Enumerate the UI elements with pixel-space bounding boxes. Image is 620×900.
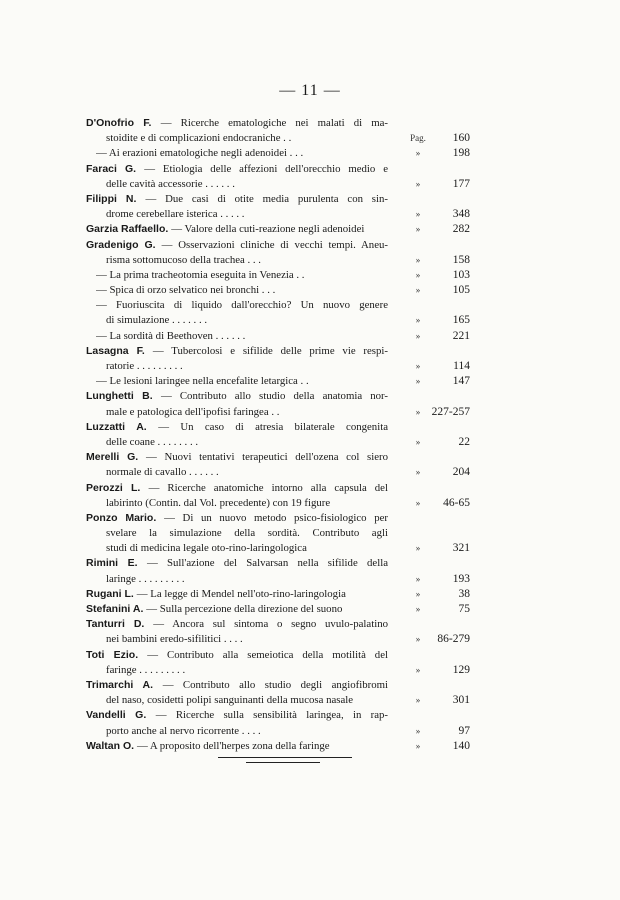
page-reference: 97 xyxy=(458,724,470,737)
entry-title: — La prima tracheotomia eseguita in Venezia . . xyxy=(96,268,305,281)
entry-line xyxy=(0,359,620,374)
index-entry xyxy=(0,511,620,557)
entry-line xyxy=(0,541,620,556)
entry-text xyxy=(106,693,388,708)
entry-title: del naso, cosidetti polipi sanguinanti della mucosa nasale xyxy=(106,694,354,707)
page-marker: » xyxy=(415,543,421,554)
page-marker: » xyxy=(415,361,421,371)
page-marker: » xyxy=(415,573,421,584)
entry-title: — Di un nuovo metodo psico-fisiologico per xyxy=(164,511,388,524)
entry-text xyxy=(106,359,388,374)
entry-text xyxy=(106,177,388,192)
entry-line xyxy=(0,177,620,192)
entry-title: risma sottomucoso della trachea . . . xyxy=(106,253,262,266)
entry-text xyxy=(86,678,388,693)
entry-text xyxy=(96,268,388,283)
entry-text xyxy=(86,556,388,571)
entry-line xyxy=(0,420,620,435)
entry-text xyxy=(96,146,388,161)
entry-text xyxy=(106,541,388,556)
entry-text xyxy=(106,465,388,480)
entry-line xyxy=(0,222,620,237)
page-reference: 193 xyxy=(452,572,470,585)
page-reference: 46-65 xyxy=(443,496,470,509)
entry-text xyxy=(96,298,388,313)
entry-line xyxy=(0,556,620,571)
author-name: Luzzatti A. xyxy=(86,420,159,433)
index-entry xyxy=(0,602,620,617)
entry-title: — Ricerche ematologiche nei malati di ma- xyxy=(160,117,388,129)
author-name: Filippi N. xyxy=(86,192,146,205)
page-reference: 38 xyxy=(458,587,470,600)
entry-text xyxy=(86,602,388,617)
entry-line xyxy=(0,162,620,177)
entry-title: — Un caso di atresia bilaterale congenita xyxy=(158,420,388,433)
page-marker: » xyxy=(415,269,421,280)
entry-line xyxy=(0,663,620,678)
index-entry xyxy=(0,222,620,237)
page-reference: 160 xyxy=(452,132,470,145)
entry-text xyxy=(106,405,388,420)
entry-title: studi di medicina legale oto-rino-laringologica xyxy=(106,542,307,555)
entry-text xyxy=(86,587,388,602)
entry-line xyxy=(0,617,620,632)
index-entry xyxy=(0,344,620,374)
entry-line xyxy=(0,268,620,283)
entry-text xyxy=(86,481,388,496)
index-entry xyxy=(0,587,620,602)
entry-text xyxy=(96,374,388,389)
entry-line xyxy=(0,116,620,131)
entry-text xyxy=(86,420,388,435)
page-reference: 198 xyxy=(452,147,470,160)
entry-line xyxy=(0,602,620,617)
page-marker: » xyxy=(415,467,421,478)
page-marker: » xyxy=(415,634,421,645)
author-index xyxy=(0,116,620,754)
entry-line xyxy=(0,693,620,708)
entry-title: — Osservazioni cliniche di vecchi tempi. Aneu- xyxy=(161,238,388,251)
page-reference: 221 xyxy=(452,329,470,342)
author-name: Faraci G. xyxy=(86,162,145,175)
author-name: Lasagna F. xyxy=(86,344,153,357)
entry-line xyxy=(0,146,620,161)
entry-text xyxy=(86,450,388,465)
entry-title: — Fuoriuscita di liquido dall'orecchio? Un nuovo genere xyxy=(96,299,388,312)
entry-title: — Valore della cuti-reazione negli adenoidei xyxy=(171,223,365,236)
page-reference: 165 xyxy=(452,314,470,327)
entry-title: laringe . . . . . . . . . xyxy=(106,572,185,585)
entry-line xyxy=(0,511,620,526)
page-reference: 158 xyxy=(452,253,470,266)
entry-line xyxy=(0,253,620,268)
entry-line xyxy=(0,648,620,663)
entry-line xyxy=(0,450,620,465)
entry-title: — Contributo alla semeiotica della motilità del xyxy=(147,648,388,661)
page-reference: 204 xyxy=(452,466,470,479)
page-marker: » xyxy=(415,315,421,326)
index-entry xyxy=(0,374,620,389)
entry-text xyxy=(86,511,388,526)
entry-text xyxy=(86,648,388,663)
entry-text xyxy=(106,724,388,739)
entry-title: male e patologica dell'ipofisi faringea . . xyxy=(106,405,280,418)
page-marker: » xyxy=(415,497,421,508)
author-name: D'Onofrio F. xyxy=(86,117,161,129)
page-reference: 114 xyxy=(453,360,470,372)
page-marker: » xyxy=(415,330,421,341)
entry-line xyxy=(0,298,620,313)
index-entry xyxy=(0,481,620,511)
entry-text xyxy=(86,116,388,131)
page-reference: 227-257 xyxy=(431,405,470,418)
author-name: Waltan O. xyxy=(86,739,137,752)
page-marker: » xyxy=(415,178,421,189)
entry-line xyxy=(0,192,620,207)
index-entry xyxy=(0,617,620,647)
entry-text xyxy=(106,435,388,450)
entry-line xyxy=(0,344,620,359)
page-number: — 11 — xyxy=(279,82,341,99)
author-name: Vandelli G. xyxy=(86,709,156,722)
entry-title: — Contributo allo studio della anatomia nor- xyxy=(160,390,388,403)
entry-text xyxy=(86,617,388,632)
page-marker: » xyxy=(415,588,421,599)
author-name: Rugani L. xyxy=(86,587,137,600)
author-name: Tanturri D. xyxy=(86,618,154,631)
entry-line xyxy=(0,465,620,480)
author-name: Garzia Raffaello. xyxy=(86,223,172,236)
entry-text xyxy=(86,389,388,404)
page-marker: » xyxy=(415,148,421,159)
entry-title: di simulazione . . . . . . . xyxy=(106,314,208,327)
index-entry xyxy=(0,268,620,283)
entry-title: nei bambini eredo-sifilitici . . . . xyxy=(106,633,243,646)
page-reference: 321 xyxy=(452,542,470,555)
entry-line xyxy=(0,329,620,344)
page-reference: 75 xyxy=(458,603,470,615)
author-name: Perozzi L. xyxy=(86,481,149,494)
entry-title: stoidite e di complicazioni endocraniche . . xyxy=(106,132,292,145)
author-name: Stefanini A. xyxy=(86,603,147,615)
entry-title: svelare la simulazione della sordità. Contributo agli xyxy=(106,527,388,540)
page-marker: Pag. xyxy=(410,133,426,144)
index-entry xyxy=(0,146,620,161)
entry-line xyxy=(0,374,620,389)
entry-text xyxy=(86,162,388,177)
entry-line xyxy=(0,724,620,739)
entry-title: labirinto (Contin. dal Vol. precedente) con 19 figure xyxy=(106,496,331,509)
entry-title: ratorie . . . . . . . . . xyxy=(106,360,183,372)
entry-line xyxy=(0,572,620,587)
entry-text xyxy=(86,192,388,207)
entry-title: normale di cavallo . . . . . . xyxy=(106,466,219,479)
entry-title: — Ricerche sulla sensibilità laringea, in rap- xyxy=(155,709,388,722)
page-marker: » xyxy=(415,725,421,736)
author-name: Ponzo Mario. xyxy=(86,511,165,524)
index-entry xyxy=(0,116,620,146)
entry-title: — La legge di Mendel nell'oto-rino-laringologia xyxy=(136,587,346,600)
index-entry xyxy=(0,283,620,298)
entry-text xyxy=(106,632,388,647)
entry-text xyxy=(86,739,388,754)
entry-text xyxy=(86,344,388,359)
entry-line xyxy=(0,481,620,496)
entry-title: — Due casi di otite media purulenta con sin- xyxy=(145,192,388,205)
entry-title: faringe . . . . . . . . . xyxy=(106,663,186,676)
entry-title: — Contributo allo studio degli angiofibromi xyxy=(162,678,388,691)
index-entry xyxy=(0,420,620,450)
page-marker: » xyxy=(415,224,421,235)
page-marker: » xyxy=(415,406,421,417)
author-name: Merelli G. xyxy=(86,451,147,464)
entry-text xyxy=(96,283,388,298)
page-marker: » xyxy=(415,604,421,614)
page-marker: » xyxy=(415,436,421,447)
entry-line xyxy=(0,131,620,146)
entry-line xyxy=(0,526,620,541)
page-marker: » xyxy=(415,285,421,296)
page-marker: » xyxy=(415,695,421,706)
page-marker: » xyxy=(415,376,421,387)
entry-title: — A proposito dell'herpes zona della faringe xyxy=(136,739,330,752)
entry-title: porto anche al nervo ricorrente . . . . xyxy=(106,724,261,737)
entry-line xyxy=(0,435,620,450)
entry-line xyxy=(0,632,620,647)
entry-line xyxy=(0,587,620,602)
page-reference: 129 xyxy=(452,663,470,676)
page-marker: » xyxy=(415,209,421,220)
page-reference: 22 xyxy=(458,435,470,448)
author-name: Toti Ezio. xyxy=(86,648,148,661)
entry-title: — Sull'azione del Salvarsan nella sifilide della xyxy=(146,557,388,570)
index-entry xyxy=(0,389,620,419)
page-marker: » xyxy=(415,254,421,265)
entry-text xyxy=(106,526,388,541)
closing-rule-short xyxy=(246,762,320,763)
entry-text xyxy=(106,663,388,678)
entry-title: — Nuovi tentativi terapeutici dell'ozena col siero xyxy=(146,451,388,464)
index-entry xyxy=(0,739,620,754)
index-entry xyxy=(0,238,620,268)
entry-line xyxy=(0,207,620,222)
index-entry xyxy=(0,450,620,480)
page-reference: 105 xyxy=(452,284,470,297)
page-reference: 140 xyxy=(452,739,470,752)
entry-title: — Ancora sul sintoma o segno uvulo-palatino xyxy=(153,618,388,631)
closing-rule xyxy=(218,757,352,758)
index-entry xyxy=(0,162,620,192)
entry-title: — Le lesioni laringee nella encefalite letargica . . xyxy=(96,375,309,388)
index-entry xyxy=(0,556,620,586)
entry-title: — Ricerche anatomiche intorno alla capsula del xyxy=(148,481,388,494)
index-entry xyxy=(0,678,620,708)
entry-title: — Spica di orzo selvatico nei bronchi . . . xyxy=(96,284,276,297)
entry-text xyxy=(106,207,388,222)
entry-line xyxy=(0,389,620,404)
entry-title: delle cavità accessorie . . . . . . xyxy=(106,177,235,190)
page-reference: 301 xyxy=(452,694,470,707)
index-entry xyxy=(0,192,620,222)
index-entry xyxy=(0,329,620,344)
page-reference: 147 xyxy=(452,375,470,388)
entry-text xyxy=(106,253,388,268)
entry-title: — Ai erazioni ematologiche negli adenoidei . . . xyxy=(96,147,304,160)
entry-title: — La sordità di Beethoven . . . . . . xyxy=(96,329,246,342)
entry-text xyxy=(106,496,388,511)
author-name: Gradenigo G. xyxy=(86,238,162,251)
entry-line xyxy=(0,678,620,693)
entry-line xyxy=(0,405,620,420)
entry-line xyxy=(0,238,620,253)
entry-text xyxy=(106,131,388,146)
entry-line xyxy=(0,708,620,723)
page-reference: 282 xyxy=(452,223,470,236)
index-entry xyxy=(0,708,620,738)
page-marker: » xyxy=(415,740,421,751)
entry-text xyxy=(86,708,388,723)
author-name: Lunghetti B. xyxy=(86,390,161,403)
page-marker: » xyxy=(415,664,421,675)
entry-line xyxy=(0,313,620,328)
entry-title: delle coane . . . . . . . . xyxy=(106,435,199,448)
page-reference: 103 xyxy=(452,268,470,281)
entry-line xyxy=(0,739,620,754)
author-name: Trimarchi A. xyxy=(86,678,163,691)
page-reference: 177 xyxy=(452,177,470,190)
author-name: Rimini E. xyxy=(86,557,147,570)
page-reference: 348 xyxy=(452,208,470,221)
entry-line xyxy=(0,496,620,511)
entry-title: — Sulla percezione della direzione del suono xyxy=(146,603,343,615)
entry-text xyxy=(106,572,388,587)
entry-line xyxy=(0,283,620,298)
index-entry xyxy=(0,648,620,678)
entry-text xyxy=(86,238,388,253)
page-reference: 86-279 xyxy=(437,633,470,646)
entry-title: drome cerebellare isterica . . . . . xyxy=(106,208,245,221)
entry-text xyxy=(86,222,388,237)
entry-title: — Etiologia delle affezioni dell'orecchio medio e xyxy=(144,162,388,175)
entry-text xyxy=(106,313,388,328)
entry-title: — Tubercolosi e sifilide delle prime vie respi- xyxy=(152,344,388,357)
index-entry xyxy=(0,298,620,328)
entry-text xyxy=(96,329,388,344)
